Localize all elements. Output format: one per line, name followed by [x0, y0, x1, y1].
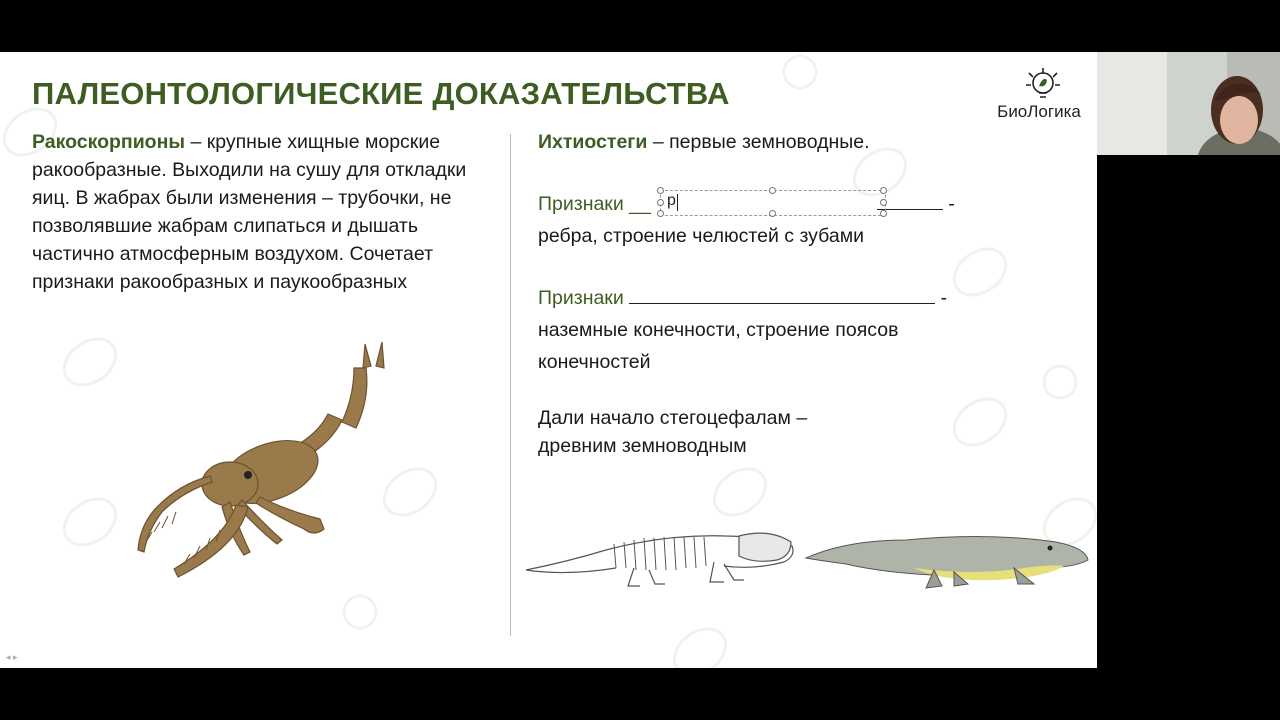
sign1-description: ребра, строение челюстей с зубами [538, 225, 865, 247]
text-line: яиц. В жабрах были изменения – трубочки, не [32, 187, 452, 209]
eurypterid-illustration [130, 332, 410, 592]
resize-handle[interactable] [880, 199, 887, 206]
answer-text-box[interactable] [660, 190, 886, 216]
ichthyostega-heading-line [538, 128, 1078, 156]
resize-handle[interactable] [880, 210, 887, 217]
resize-handle[interactable] [769, 210, 776, 217]
lightbulb-logo-icon [984, 66, 1094, 102]
text-line: – первые земноводные. [647, 131, 870, 153]
presenter-webcam [1097, 52, 1280, 155]
text-line: Дали начало стегоцефалам – [538, 407, 808, 429]
text-line: конечностей [538, 351, 651, 373]
eurypterid-heading: Ракоскорпионы [32, 131, 186, 153]
conclusion [538, 404, 807, 460]
ichthyostega-heading: Ихтиостеги [538, 131, 648, 153]
text-line: наземные конечности, строение поясов [538, 319, 899, 341]
sign2-description [538, 316, 898, 376]
ichthyostega-reconstruction-illustration [804, 522, 1090, 592]
answer-input-text[interactable]: р [667, 192, 676, 209]
text-line: частично атмосферным воздухом. Сочетает [32, 243, 434, 265]
text-line: – крупные хищные морские [185, 131, 441, 153]
eurypterid-description [32, 128, 502, 296]
resize-handle[interactable] [769, 187, 776, 194]
sign2-blank [629, 285, 935, 304]
slide-corner-mark: ◂ ▸ [6, 652, 18, 662]
text-line: позволявшие жабрам слипаться и дышать [32, 215, 419, 237]
resize-handle[interactable] [657, 210, 664, 217]
sign2-line [538, 284, 1038, 312]
presentation-slide [0, 52, 1097, 668]
text-line: древним земноводным [538, 435, 747, 457]
resize-handle[interactable] [657, 187, 664, 194]
text-line: признаки ракообразных и паукообразных [32, 271, 408, 293]
logo-text: БиоЛогика [997, 102, 1081, 121]
sign1-label: Признаки __ [538, 193, 651, 215]
dash: - [935, 287, 948, 309]
column-divider [510, 134, 511, 636]
resize-handle[interactable] [657, 199, 664, 206]
text-cursor [677, 194, 678, 211]
biologika-logo [984, 66, 1094, 128]
sign2-label: Признаки [538, 287, 624, 309]
ichthyostega-skeleton-illustration [524, 522, 796, 592]
text-line: ракообразные. Выходили на сушу для откладки [32, 159, 467, 181]
dash: - [942, 193, 955, 215]
resize-handle[interactable] [880, 187, 887, 194]
slide-title: ПАЛЕОНТОЛОГИЧЕСКИЕ ДОКАЗАТЕЛЬСТВА [32, 76, 730, 111]
